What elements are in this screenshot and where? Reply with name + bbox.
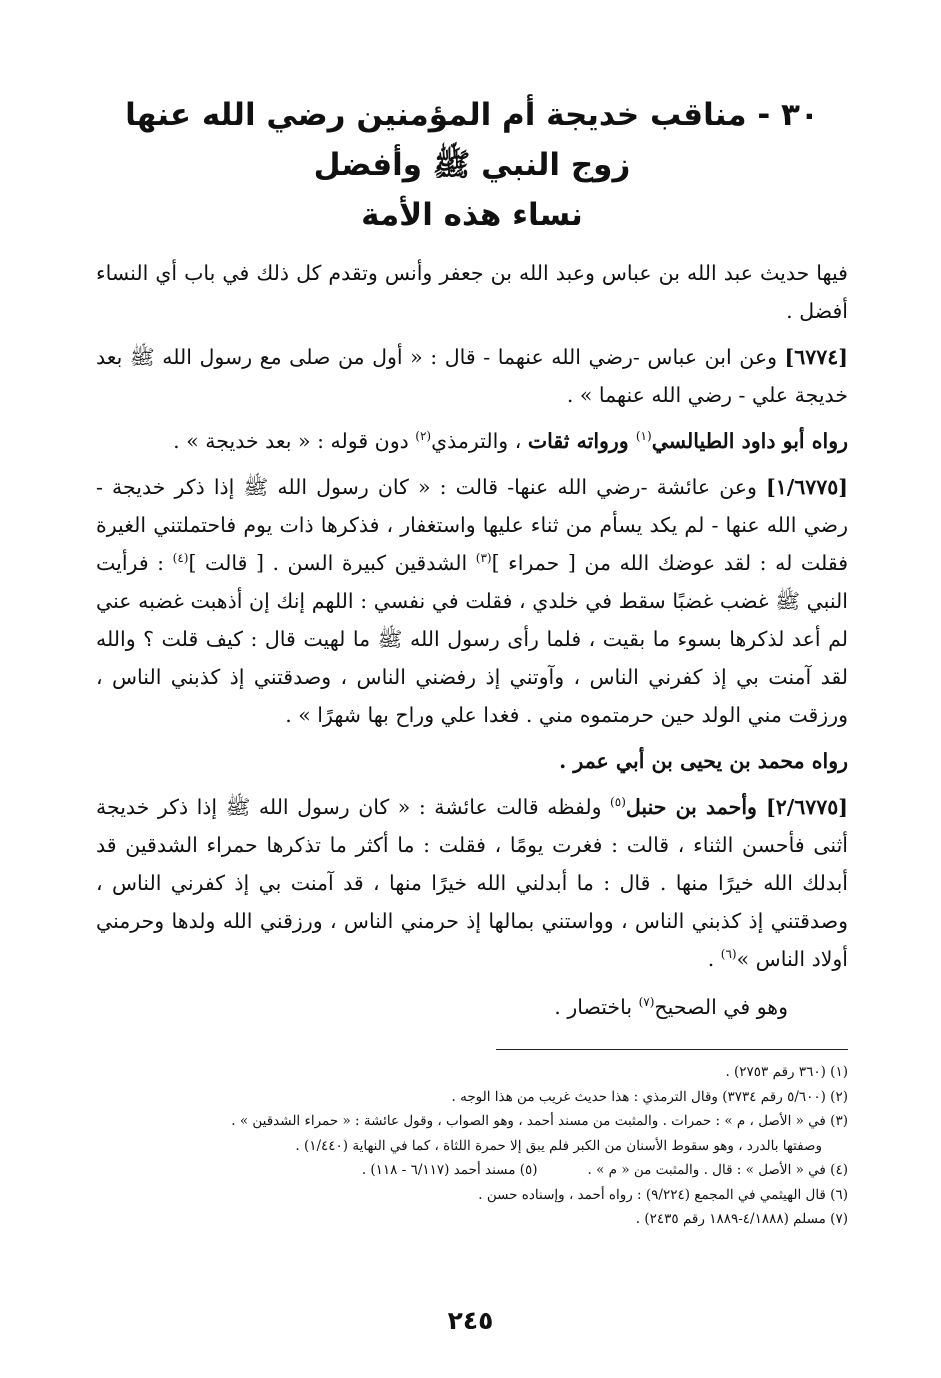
hadith-number: [١/٦٧٧٥] xyxy=(766,475,848,499)
footnote-ref-1[interactable]: (١) xyxy=(635,429,652,444)
footnote-ref-6[interactable]: (٦) xyxy=(720,947,737,962)
hadith-6775-2 xyxy=(96,788,848,978)
chapter-title-line-2: نساء هذه الأمة xyxy=(361,197,583,233)
hadith-text-b: الشدقين كبيرة السن . [ قالت ] xyxy=(188,551,476,575)
hadith-text: وعن ابن عباس -رضي الله عنهما - قال : « أول من صلى مع رسول الله ﷺ بعد خديجة علي - رضي الله عنهما » . xyxy=(96,345,848,407)
hadith-text-a: وعن عائشة -رضي الله عنها- قالت : « كان رسول الله ﷺ إذا ذكر خديجة - رضي الله عنها - لم يكد يسأم من ثناء عليها واستغفار ، فذكرها ذات يوم فاحتملتني الغيرة فقلت له : لقد عوضك الله من [ حمراء ] xyxy=(96,475,848,575)
hadith-text-a: ولفظه قالت عائشة : « كان رسول الله ﷺ إذا ذكر خديجة أثنى فأحسن الثناء ، قالت : فغرت يومًا ، فقلت : ما أكثر ما تذكرها حمراء الشدقين قد أبدلك الله خيرًا منها . قال : ما أبدلني الله خيرًا منها ، قد آمنت بي إذ كفرني الناس ، وصدقتني إذ كذبني الناس ، وواستني بمالها إذ حرمني الناس ، ورزقني الله ولدها وحرمني أولاد الناس » xyxy=(96,795,848,971)
hadith-text-b: . xyxy=(707,947,721,971)
page-number: ٢٤٥ xyxy=(447,1306,494,1335)
hadith-6775-1 xyxy=(96,468,848,734)
footnote-6: (٦) قال الهيثمي في المجمع (٩/٢٢٤) : رواه أحمد ، وإسناده حسن . xyxy=(478,1186,848,1203)
riwaya-text: ، والترمذي xyxy=(431,429,528,453)
chapter-title xyxy=(96,90,848,240)
sahih-note xyxy=(96,988,788,1026)
narrator-grading: ورواته ثقات xyxy=(527,429,636,453)
footnote-divider xyxy=(496,1049,848,1050)
footnote-ref-4[interactable]: (٤) xyxy=(172,551,189,566)
hadith-text-c: : فرأيت النبي ﷺ غضب غضبًا سقط في خلدي ، فقلت في نفسي : اللهم إنك إن أذهبت غضبه عني لم أعد لذكرها بسوء ما بقيت ، فلما رأى رسول الله ﷺ ما لهيت قال : كيف قلت ؟ والله لقد آمنت بي إذ كفرني الناس ، وآوتني إذ رفضني الناس ، وصدقتني إذ كذبني الناس ، ورزقت مني الولد حين حرمتموه مني . فغدا علي وراح بها شهرًا » . xyxy=(96,551,848,727)
footnote-3: (٣) في « الأصل ، م » : حمرات . والمثبت من مسند أحمد ، وهو الصواب ، وقول عائشة : « حمراء الشدقين » . xyxy=(231,1113,848,1129)
footnotes xyxy=(96,1060,848,1232)
hadith-number: [٢/٦٧٧٥] xyxy=(766,795,848,819)
chapter-title-line-1: ٣٠ - مناقب خديجة أم المؤمنين رضي الله عنها زوج النبي ﷺ وأفضل xyxy=(125,97,819,183)
riwaya-6774 xyxy=(96,422,848,460)
footnote-ref-2[interactable]: (٢) xyxy=(415,429,432,444)
sahih-text: وهو في الصحيح xyxy=(654,995,788,1019)
riwaya-6775-1: رواه محمد بن يحيى بن أبي عمر . xyxy=(559,749,848,773)
hadith-6774 xyxy=(96,338,848,414)
intro-paragraph: فيها حديث عبد الله بن عباس وعبد الله بن جعفر وأنس وتقدم كل ذلك في باب أي النساء أفضل . xyxy=(96,261,848,323)
footnote-4: (٤) في « الأصل » : قال . والمثبت من « م » . xyxy=(587,1162,848,1178)
sahih-tail: باختصار . xyxy=(554,995,639,1019)
narrator-name: رواه أبو داود الطيالسي xyxy=(651,429,848,453)
narrator-name: وأحمد بن حنبل xyxy=(625,795,767,819)
riwaya-tail: دون قوله : « بعد خديجة » . xyxy=(173,429,416,453)
footnote-5: (٥) مسند أحمد (٦/١١٧ - ١١٨) . xyxy=(361,1162,538,1178)
hadith-number: [٦٧٧٤] xyxy=(784,345,848,369)
footnote-ref-3[interactable]: (٣) xyxy=(475,551,492,566)
footnote-ref-7[interactable]: (٧) xyxy=(638,995,655,1010)
footnote-1: (١) (٣٦٠ رقم ٢٧٥٣) . xyxy=(725,1064,848,1080)
footnote-3-continued: وصفتها بالدرد ، وهو سقوط الأسنان من الكبر فلم يبق إلا حمرة اللثاة ، كما في النهاية (١/٤٤٠) . xyxy=(295,1137,822,1154)
footnote-4-5 xyxy=(96,1158,848,1183)
page-body xyxy=(96,90,848,1026)
footnote-2: (٢) (٥/٦٠٠ رقم ٣٧٣٤) وقال الترمذي : هذا حديث غريب من هذا الوجه . xyxy=(451,1088,848,1105)
footnote-7: (٧) مسلم (٤/١٨٨٨-١٨٨٩ رقم ٢٤٣٥) . xyxy=(635,1211,848,1227)
footnote-ref-5[interactable]: (٥) xyxy=(610,795,626,810)
